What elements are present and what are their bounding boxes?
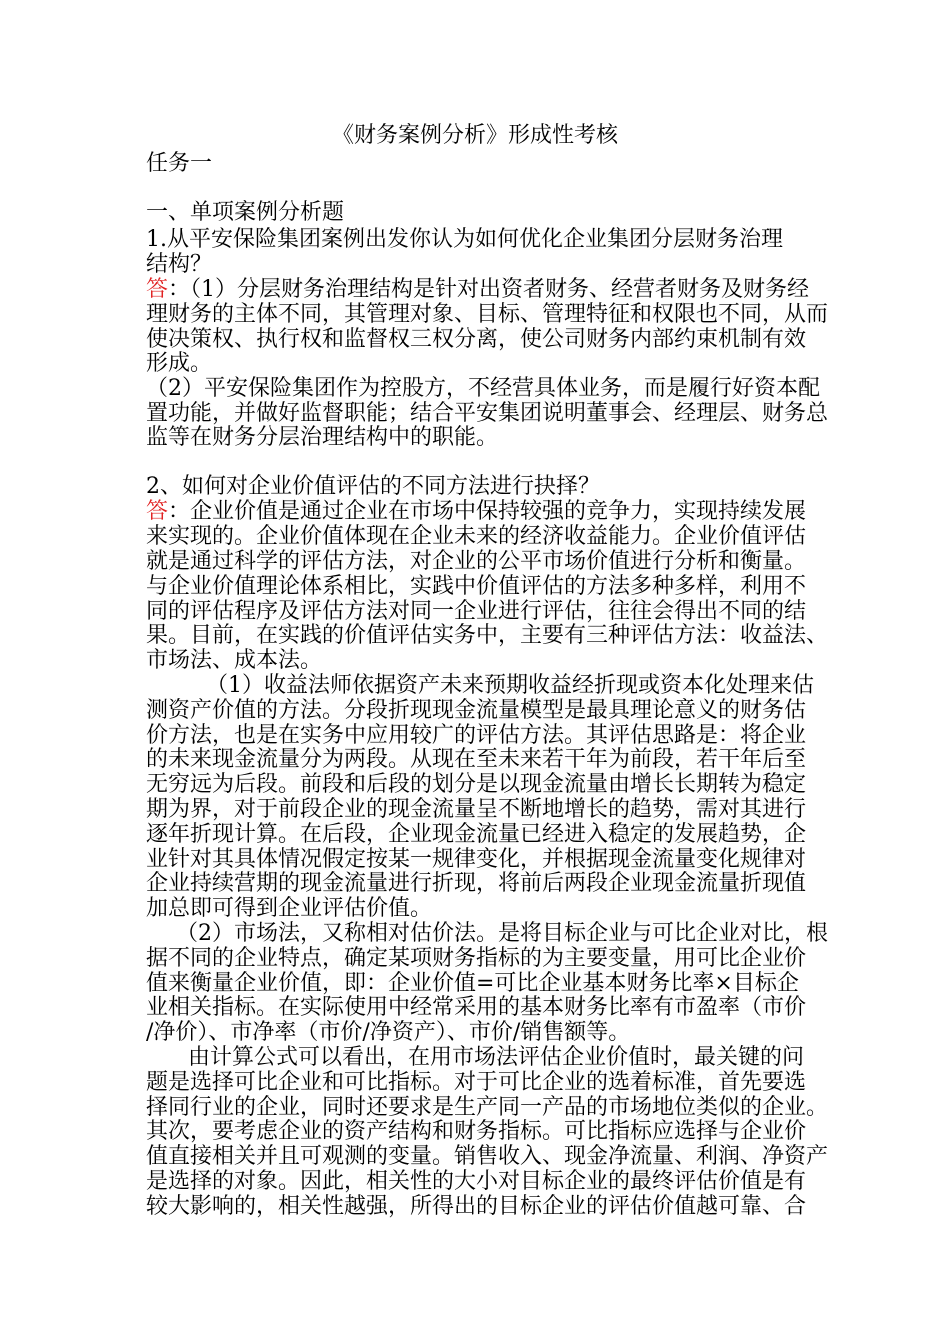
answer-1-line: 形成。 [146,351,213,376]
answer-1-line: 使决策权、执行权和监督权三权分离，使公司财务内部约束机制有效 [146,327,807,352]
answer-2-line: 来实现的。企业价值体现在企业未来的经济收益能力。企业价值评估 [146,524,807,549]
income-method-line: （1）收益法师依据资产未来预期收益经折现或资本化处理来估 [206,673,814,698]
formula-paragraph-line: 是选择的对象。因此，相关性的大小对目标企业的最终评估价值是有 [146,1169,807,1194]
answer-1-line: 理财务的主体不同，其管理对象、目标、管理特征和权限也不同，从而 [146,302,829,327]
market-method-line: 业相关指标。在实际使用中经常采用的基本财务比率有市盈率（市价 [146,995,807,1020]
income-method-line: 企业持续营期的现金流量进行折现，将前后两段企业现金流量折现值 [146,871,807,896]
section-heading: 一、单项案例分析题 [146,200,345,225]
task-heading: 任务一 [146,151,213,176]
question-1-line: 1.从平安保险集团案例出发你认为如何优化企业集团分层财务治理 [146,227,783,252]
income-method-line: 的未来现金流量分为两段。从现在至未来若干年为前段，若干年后至 [146,747,807,772]
income-method-line: 测资产价值的方法。分段折现现金流量模型是最具理论意义的财务估 [146,698,807,723]
answer-2-first-line: 答：企业价值是通过企业在市场中保持较强的竞争力，实现持续发展 [146,499,807,524]
income-method-line: 期为界，对于前段企业的现金流量呈不断地增长的趋势，需对其进行 [146,797,807,822]
answer-2-line: 就是通过科学的评估方法，对企业的公平市场价值进行分析和衡量。 [146,549,807,574]
question-1-line: 结构？ [146,252,213,277]
income-method-line: 价方法，也是在实务中应用较广的评估方法。其评估思路是：将企业 [146,723,807,748]
formula-paragraph-line: 较大影响的，相关性越强，所得出的目标企业的评估价值越可靠、合 [146,1194,807,1219]
answer-2-line: 与企业价值理论体系相比，实践中价值评估的方法多种多样，利用不 [146,574,807,599]
market-method-line: /净价）、市净率（市价/净资产）、市价/销售额等。 [146,1020,631,1045]
market-method-line: 据不同的企业特点，确定某项财务指标的为主要变量，用可比企业价 [146,946,807,971]
question-2: 2、如何对企业价值评估的不同方法进行抉择？ [146,474,600,499]
answer-2-line: 市场法、成本法。 [146,648,323,673]
document-title: 《财务案例分析》形成性考核 [331,123,618,148]
income-method-line: 加总即可得到企业评估价值。 [146,896,433,921]
formula-paragraph-line: 择同行业的企业，同时还要求是生产同一产品的市场地位类似的企业。 [146,1095,829,1120]
formula-paragraph-line: 题是选择可比企业和可比指标。对于可比企业的选着标准，首先要选 [146,1070,807,1095]
answer-2-line: 果。目前，在实践的价值评估实务中，主要有三种评估方法：收益法、 [146,623,829,648]
answer-1-first-line: 答：（1）分层财务治理结构是针对出资者财务、经营者财务及财务经 [146,277,810,302]
answer-1-line: 监等在财务分层治理结构中的职能。 [146,425,499,450]
income-method-line: 无穷远为后段。前段和后段的划分是以现金流量由增长长期转为稳定 [146,772,807,797]
answer-2-line: 同的评估程序及评估方法对同一企业进行评估，往往会得出不同的结 [146,599,807,624]
answer-label: 答 [146,277,169,302]
answer-label: 答 [146,499,169,524]
market-method-line: 值来衡量企业价值，即：企业价值=可比企业基本财务比率×目标企 [146,971,799,996]
market-method-line: （2）市场法，又称相对估价法。是将目标企业与可比企业对比，根 [176,921,828,946]
income-method-line: 逐年折现计算。在后段，企业现金流量已经进入稳定的发展趋势，企 [146,822,807,847]
income-method-line: 业针对其具体情况假定按某一规律变化，并根据现金流量变化规律对 [146,847,807,872]
answer-1-line: （2）平安保险集团作为控股方，不经营具体业务，而是履行好资本配 [146,376,820,401]
formula-paragraph-line: 由计算公式可以看出，在用市场法评估企业价值时，最关键的问 [188,1045,805,1070]
answer-1-line: 置功能，并做好监督职能；结合平安集团说明董事会、经理层、财务总 [146,401,829,426]
formula-paragraph-line: 值直接相关并且可观测的变量。销售收入、现金净流量、利润、净资产 [146,1144,829,1169]
formula-paragraph-line: 其次，要考虑企业的资产结构和财务指标。可比指标应选择与企业价 [146,1119,807,1144]
